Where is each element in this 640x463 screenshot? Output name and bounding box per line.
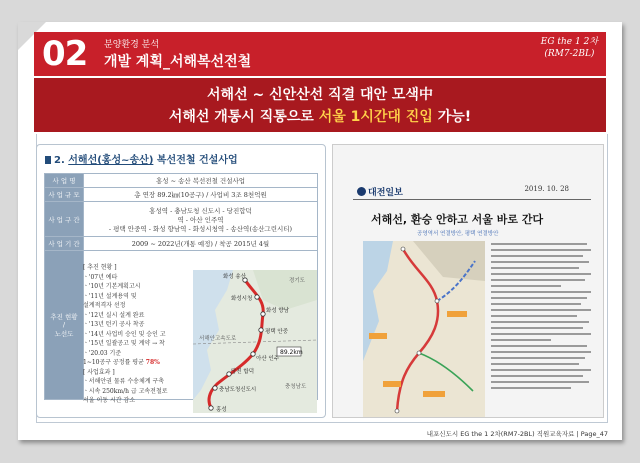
note-item: ㆍ'11년 설계용역 및 (83, 292, 137, 300)
project-name-line1: EG the 1 2차 (540, 37, 598, 47)
note-item: ㆍ'20.03 기준 (83, 349, 122, 357)
row-value (84, 202, 318, 237)
section-line: 홍성역 - 충남도청 신도시 - 당진합덕 (149, 206, 252, 215)
map-region-label: 충청남도 (285, 384, 307, 390)
banner-line1: 서해선 ~ 신안산선 직결 대안 모색中 (207, 87, 433, 103)
key-line: 노선도 (54, 330, 74, 338)
page-number: Page_47 (580, 430, 608, 438)
progress-label: 1~10공구 공정률 평균 (83, 359, 146, 366)
row-key: 사 업 명 (45, 174, 84, 188)
newspaper-name: 대전일보 (368, 188, 403, 198)
newspaper-map (363, 241, 485, 417)
row-key: 사 업 규 모 (45, 188, 84, 202)
project-info-panel (36, 144, 326, 418)
map-station-label: 충남도청신도시 (219, 387, 257, 393)
map-station-label: 홍성 (216, 407, 227, 413)
map-distance-label: 89.2km (280, 349, 303, 356)
table-row (45, 174, 318, 188)
page-footer (427, 429, 608, 438)
heading-suffix: 복선전철 건설사업 (153, 155, 238, 166)
notes-section-title: [ 추진 현황 ] (83, 264, 117, 271)
note-item: ㆍ'13년 턴키 공사 착공 (83, 321, 145, 328)
table-row (45, 202, 318, 237)
row-value: 2009 ~ 2022년(개통 예정) / 착공 2015년 4월 (84, 237, 318, 251)
newspaper-logo (357, 185, 403, 198)
key-line: / (62, 321, 66, 329)
newspaper-logo-icon (357, 187, 366, 196)
map-road-label: 서해안고속도로 (199, 336, 237, 342)
note-item: ㆍ'10년 기본계획고시 (83, 283, 141, 290)
row-value: 총 연장 89.2㎞(10공구) / 사업비 3조 8천억원 (84, 188, 318, 202)
newspaper-article-text (491, 243, 591, 393)
map-region-label: 경기도 (289, 278, 305, 284)
section-number: 02 (42, 34, 88, 74)
newspaper-date: 2019. 10. 28 (524, 185, 569, 193)
row-value: 홍성 ~ 송산 복선전철 건설사업 (84, 174, 318, 188)
section-header (34, 32, 606, 76)
section-line: 역 - 아산 인주역 (177, 215, 224, 224)
route-map-svg (193, 270, 317, 413)
project-name-line2: (RM7-2BL) (544, 49, 595, 59)
heading-marker (45, 156, 51, 164)
map-station-label: 화성 향남 (266, 308, 290, 314)
effect-item: ㆍ시속 250km/h 급 고속전철로 (83, 387, 168, 395)
heading-route: 서해선(홍성~송산) (68, 155, 154, 166)
notes-section-title: [ 사업효과 ] (83, 368, 115, 376)
map-station-label: 당진 합덕 (231, 369, 255, 375)
map-station-label: 화성시청 (231, 296, 253, 302)
section-category: 분양환경 분석 (104, 40, 160, 50)
row-key: 사 업 기 간 (45, 237, 84, 251)
map-station-label: 평택 안중 (265, 329, 289, 335)
table-row (45, 188, 318, 202)
progress-rate (83, 358, 188, 368)
footer-separator: | (574, 430, 581, 438)
newspaper-map-svg (363, 241, 485, 417)
section-title: 개발 계획_서해복선전철 (104, 54, 252, 70)
map-station-label: 화성 송산 (223, 274, 247, 280)
headline-banner (34, 78, 606, 132)
newspaper-clipping (332, 144, 604, 418)
project-name (541, 36, 598, 60)
note-item: ㆍ'07년 예타 (83, 273, 118, 281)
progress-value: 78% (145, 359, 160, 366)
progress-notes (83, 263, 188, 406)
banner-line2-highlight: 서울 1시간대 진입 (318, 109, 433, 125)
footer-title: 내포신도시 EG the 1 2차(RM7-2BL) 직원교육자료 (426, 430, 575, 438)
note-item: ㆍ'15년 일괄공고 및 계약 → 착 (83, 340, 165, 347)
table-row (45, 237, 318, 251)
effect-item: 서울 이동 시간 감소 (83, 397, 136, 404)
key-line: 추진 현황 (50, 313, 78, 321)
newspaper-subheadline: 공영역서 연결방안, 평택 연결방안 (417, 231, 499, 237)
slide-page (18, 22, 622, 440)
banner-line2-pre: 서해선 개통시 직통으로 (168, 109, 319, 125)
newspaper-divider (353, 199, 591, 200)
banner-line2 (34, 106, 606, 126)
map-station-label: 아산 인주 (256, 356, 280, 362)
row-key (45, 251, 84, 400)
effect-item: ㆍ서해안권 물류 수송체계 구축 (83, 378, 165, 385)
section-line: - 평택 안중역 - 화성 향남역 - 화성시청역 - 송산역(송산그린시티) (108, 224, 293, 233)
note-item: ㆍ'14년 사업비 승인 및 승인 고 (83, 330, 166, 338)
route-map (193, 270, 317, 413)
row-key: 사 업 구 간 (45, 202, 84, 237)
note-item: ㆍ'12년 실시 설계 완료 (83, 311, 145, 319)
banner-line2-post: 가능! (432, 109, 472, 125)
note-item: 설계적격자 선정 (83, 302, 126, 309)
panel-heading (45, 151, 238, 166)
newspaper-headline: 서해선, 환승 안하고 서울 바로 간다 (371, 213, 544, 226)
heading-number: 2. (54, 155, 69, 166)
